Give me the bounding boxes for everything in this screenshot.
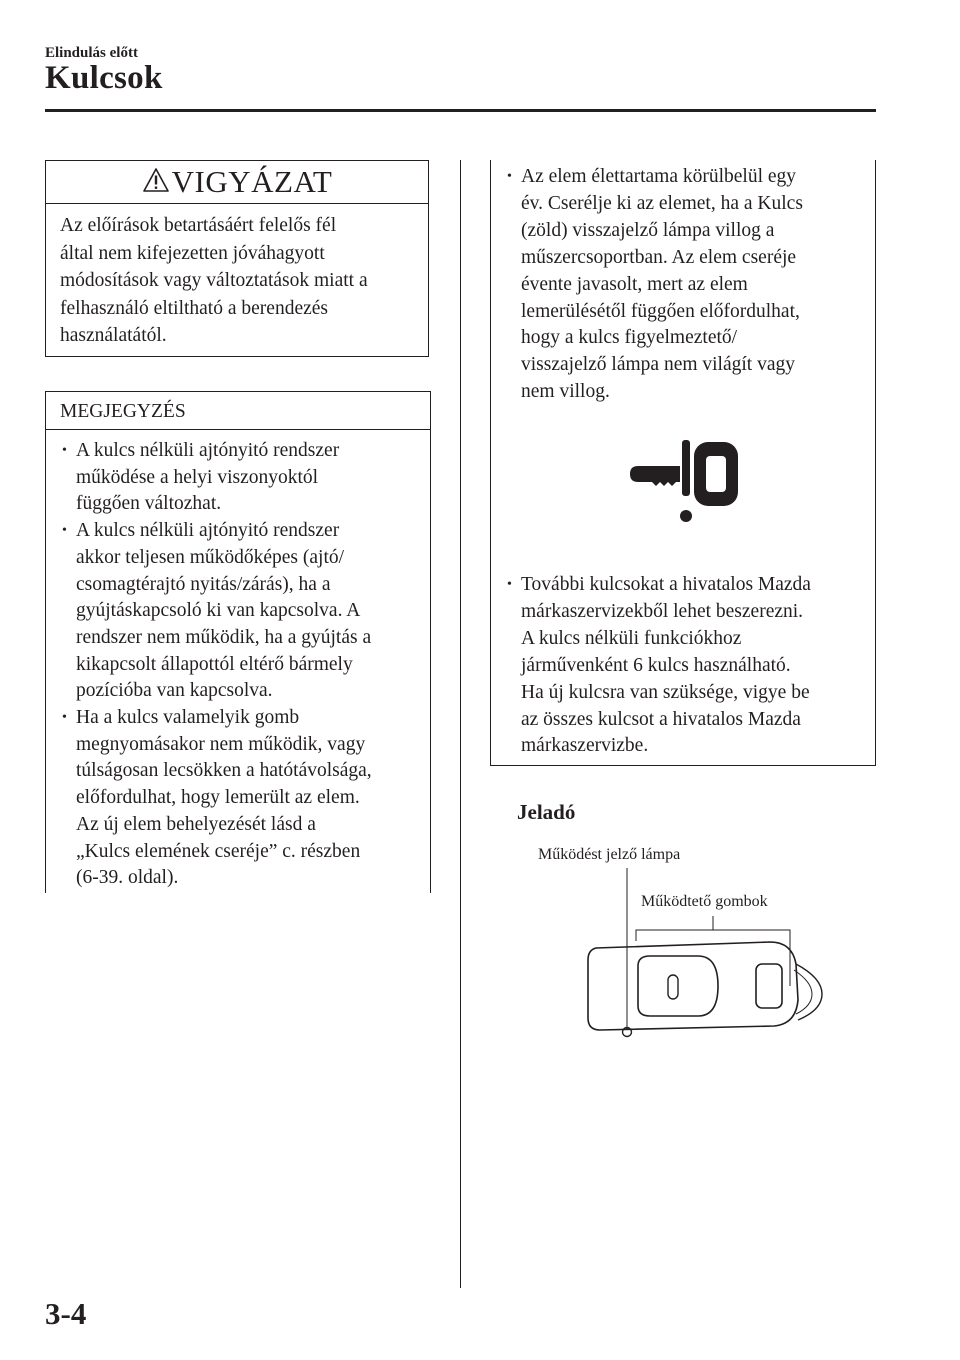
- note-line: előfordulhat, hogy lemerült az elem.: [76, 787, 360, 809]
- note-item: [60, 518, 424, 705]
- note-title: MEGJEGYZÉS: [46, 392, 430, 430]
- note-line: függően változhat.: [76, 493, 222, 515]
- note-line: akkor teljesen működőképes (ajtó/: [76, 546, 345, 568]
- caution-line: használatától.: [60, 325, 167, 346]
- note-line: visszajelző lámpa nem világít vagy: [521, 354, 795, 376]
- note-box-continued: [490, 160, 876, 766]
- note-line: Az elem élettartama körülbelül egy: [521, 166, 797, 187]
- note-line: év. Cserélje ki az elemet, ha a Kulcs: [521, 192, 803, 214]
- bullet-icon: •: [62, 443, 67, 458]
- note-line: lemerülésétől függően előfordulhat,: [521, 300, 800, 322]
- note-line: hogy a kulcs figyelmeztető/: [521, 327, 738, 349]
- note-line: A kulcs nélküli ajtónyitó rendszer: [76, 440, 340, 461]
- note-line: pozícióba van kapcsolva.: [76, 680, 273, 702]
- caution-line: módosítások vagy változtatások miatt a: [60, 270, 368, 291]
- note-box: [45, 391, 431, 893]
- bullet-icon: •: [507, 169, 512, 184]
- note-line: járművenként 6 kulcs használható.: [521, 654, 791, 676]
- transmitter-heading: Jeladó: [517, 800, 576, 824]
- note-line: A kulcs nélküli funkciókhoz: [521, 627, 742, 649]
- section-label: Elindulás előtt: [45, 45, 138, 61]
- note-list: [46, 430, 430, 892]
- note-line: évente javasolt, mert az elem: [521, 273, 748, 295]
- operation-lamp-label: Működést jelző lámpa: [538, 846, 681, 863]
- page-number: 3-4: [45, 1296, 87, 1331]
- note-item: [60, 438, 424, 518]
- caution-box: [45, 160, 429, 357]
- bullet-icon: •: [62, 710, 67, 726]
- caution-line: által nem kifejezetten jóváhagyott: [60, 242, 325, 264]
- note-list-continued: [491, 160, 875, 406]
- note-item: [505, 572, 869, 760]
- caution-line: felhasználó eltiltható a berendezés: [60, 297, 328, 319]
- title-rule: [45, 109, 876, 112]
- note-line: túlságosan lecsökken a hatótávolsága,: [76, 760, 372, 782]
- caution-line: Az előírások betartásáért felelős fél: [60, 215, 337, 236]
- note-line: márkaszervizekből lehet beszerezni.: [521, 600, 804, 622]
- note-line: „Kulcs elemének cseréje” c. részben: [76, 840, 361, 862]
- warning-triangle-icon: [142, 167, 170, 193]
- bullet-icon: •: [507, 577, 512, 592]
- note-line: gyújtáskapcsoló ki van kapcsolva. A: [76, 600, 361, 622]
- note-line: csomagtérajtó nyitás/zárás), ha a: [76, 573, 331, 595]
- note-line: kikapcsolt állapottól eltérő bármely: [76, 653, 353, 675]
- caution-header: [46, 161, 428, 204]
- note-line: (6-39. oldal).: [76, 867, 179, 889]
- note-line: Ha a kulcs valamelyik gomb: [76, 707, 300, 729]
- caution-text: [46, 204, 428, 350]
- note-item: [505, 164, 869, 406]
- note-item: [60, 705, 424, 892]
- key-fob-illustration: [560, 860, 840, 1060]
- note-line: az összes kulcsot a hivatalos Mazda: [521, 708, 801, 730]
- note-line: Ha új kulcsra van szüksége, vigye be: [521, 681, 810, 703]
- note-line: rendszer nem működik, ha a gyújtás a: [76, 626, 372, 648]
- key-warning-light-icon: [628, 436, 750, 532]
- note-line: működése a helyi viszonyoktól: [76, 466, 319, 488]
- note-line: A kulcs nélküli ajtónyitó rendszer: [76, 520, 340, 542]
- note-list-continued-2: [491, 572, 875, 760]
- operation-buttons-label: Működtető gombok: [641, 893, 768, 910]
- note-line: Az új elem behelyezését lásd a: [76, 813, 316, 835]
- bullet-icon: •: [62, 523, 67, 539]
- chapter-title: Kulcsok: [45, 60, 163, 96]
- note-line: További kulcsokat a hivatalos Mazda: [521, 574, 811, 595]
- note-line: márkaszervizbe.: [521, 735, 649, 757]
- note-line: (zöld) visszajelző lámpa villog a: [521, 219, 775, 241]
- note-line: megnyomásakor nem működik, vagy: [76, 733, 366, 755]
- column-divider: [460, 160, 461, 1288]
- note-line: nem villog.: [521, 381, 610, 403]
- note-line: műszercsoportban. Az elem cseréje: [521, 246, 797, 268]
- caution-title: VIGYÁZAT: [171, 164, 333, 199]
